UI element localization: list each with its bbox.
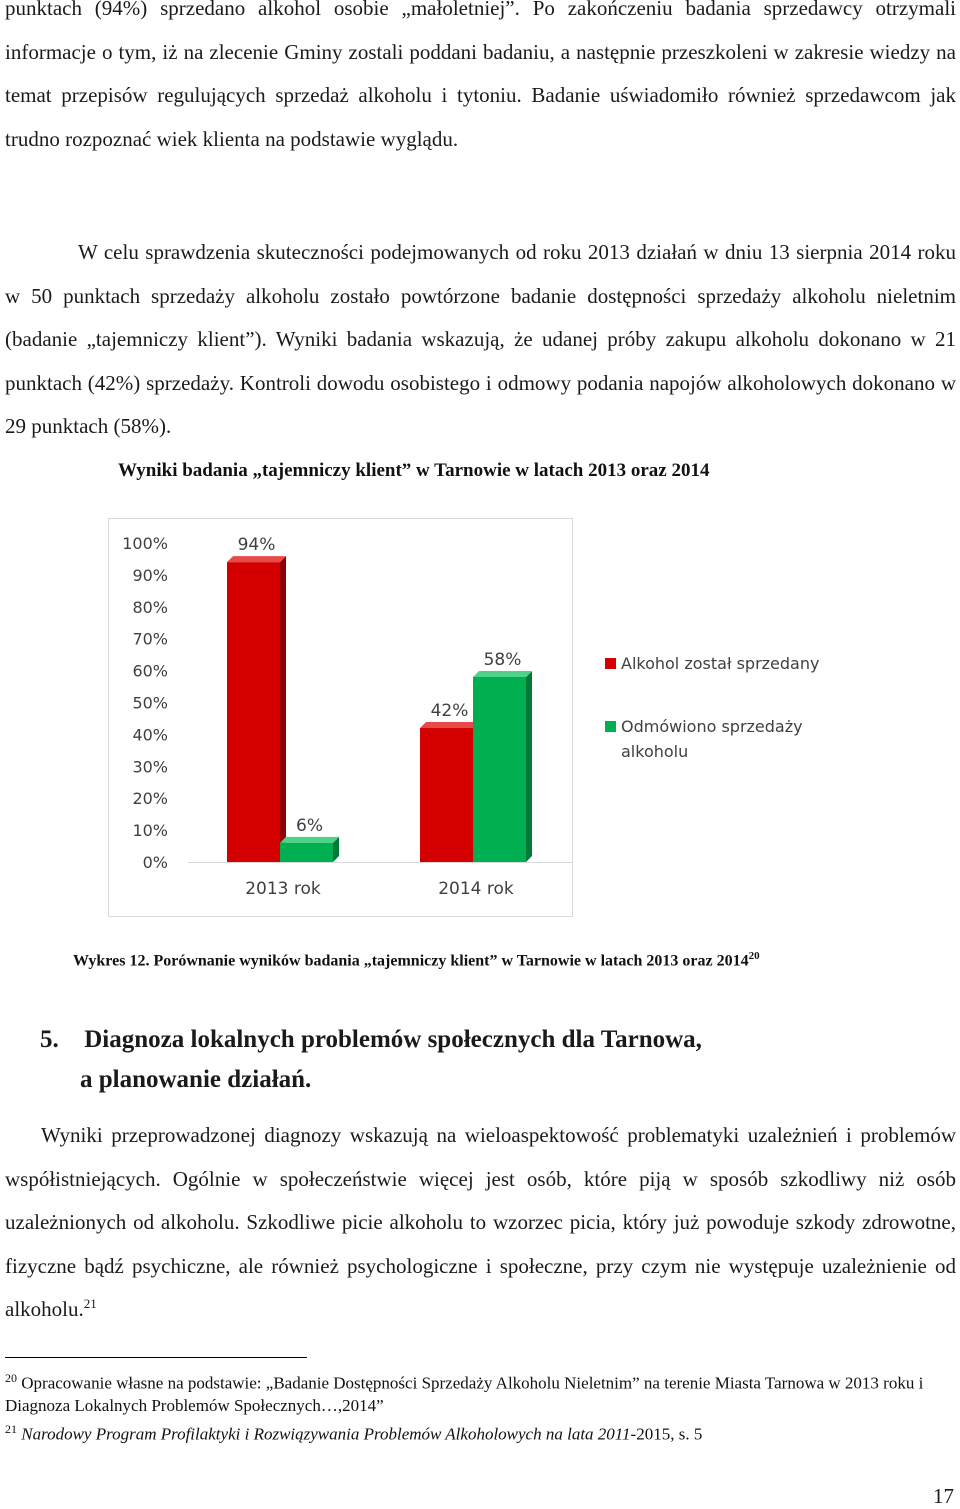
footnote-21-rest: -2015, s. 5 xyxy=(630,1424,703,1444)
bar-side xyxy=(280,556,286,862)
x-category-label: 2014 rok xyxy=(438,879,514,899)
figure-caption xyxy=(73,950,933,970)
data-label: 6% xyxy=(296,815,323,836)
caption-text: Wykres 12. Porównanie wyników badania „tajemniczy klient” w Tarnowie w latach 2013 oraz 2014 xyxy=(73,952,749,970)
bar-refused-1 xyxy=(473,677,526,862)
legend-label: alkoholu xyxy=(621,742,689,761)
y-tick-label: 100% xyxy=(122,534,168,553)
y-tick-label: 80% xyxy=(132,597,168,617)
bar-sold-1 xyxy=(420,728,473,862)
section-heading xyxy=(40,1020,956,1100)
bar-side xyxy=(526,671,532,862)
bar-chart xyxy=(108,518,958,918)
page-number: 17 xyxy=(933,1484,954,1508)
y-tick-label: 30% xyxy=(132,757,168,777)
section-title-line2: a planowanie działań. xyxy=(80,1066,312,1093)
bar-refused-0 xyxy=(280,843,333,862)
footnote-21-title: Narodowy Program Profilaktyki i Rozwiązywania Problemów Alkoholowych na lata 2011 xyxy=(21,1424,631,1444)
y-tick-label: 40% xyxy=(132,725,168,745)
bar-sold-0 xyxy=(227,562,280,862)
bar-top xyxy=(420,722,479,728)
y-tick-label: 0% xyxy=(142,853,168,872)
data-label: 94% xyxy=(237,535,276,556)
paragraph-diagnosis xyxy=(5,1114,956,1332)
legend-swatch xyxy=(605,658,616,669)
footnote-20 xyxy=(5,1367,956,1417)
data-label: 42% xyxy=(430,701,469,722)
y-tick-label: 50% xyxy=(132,693,168,713)
bar-top xyxy=(227,556,286,562)
y-tick-label: 60% xyxy=(132,661,168,681)
y-tick-label: 70% xyxy=(132,629,168,649)
footnote-21-number: 21 xyxy=(5,1422,17,1436)
footnote-separator xyxy=(5,1357,307,1358)
y-tick-label: 10% xyxy=(132,821,168,841)
x-category-label: 2013 rok xyxy=(245,879,321,899)
section-number: 5. xyxy=(40,1026,59,1053)
chart-title: Wyniki badania „tajemniczy klient” w Tarnowie w latach 2013 oraz 2014 xyxy=(118,460,710,481)
caption-footnote-ref: 20 xyxy=(748,950,760,962)
legend-label: Odmówiono sprzedaży xyxy=(621,717,803,736)
y-tick-label: 90% xyxy=(132,565,168,585)
footnote-20-number: 20 xyxy=(5,1371,17,1385)
bar-top xyxy=(473,671,532,677)
legend-label: Alkohol został sprzedany xyxy=(621,654,820,673)
paragraph-diagnosis-text: Wyniki przeprowadzonej diagnozy wskazują na wieloaspektowość problematyki uzależnień i problemów współistniejących. Ogólnie w społeczeństwie więcej jest osób, które piją w sposób szkodliwy niż osób uzależnionych od alkoholu. Szkodliwe picie alkoholu to wzorzec picia, który już powoduje szkody zdrowotne, fizyczne bądź psychiczne, ale również psychologiczne i społeczne, przy czym nie występuje uzależnienie od alkoholu. xyxy=(5,1123,956,1322)
data-label: 58% xyxy=(483,649,522,670)
footnote-ref-21: 21 xyxy=(83,1296,97,1312)
paragraph-survey-2014: W celu sprawdzenia skuteczności podejmowanych od roku 2013 działań w dniu 13 sierpnia 2014 roku w 50 punktach sprzedaży alkoholu zostało powtórzone badanie dostępności sprzedaży alkoholu nieletnim (badanie „tajemniczy klient”). Wyniki badania wskazują, że udanej próby zakupu alkoholu dokonano w 21 punktach (42%) sprzedaży. Kontroli dowodu osobistego i odmowy podania napojów alkoholowych dokonano w 29 punktach (58%). xyxy=(5,240,956,439)
footnote-20-text: Opracowanie własne na podstawie: „Badanie Dostępności Sprzedaży Alkoholu Nieletnim” na terenie Miasta Tarnowa w 2013 roku i Diagnoza Lokalnych Problemów Społecznych…,2014” xyxy=(5,1373,924,1415)
bar-top xyxy=(280,837,339,843)
section-title-line1: Diagnoza lokalnych problemów społecznych dla Tarnowa, xyxy=(84,1026,702,1053)
footnote-21 xyxy=(5,1418,956,1446)
y-tick-label: 20% xyxy=(132,789,168,809)
legend-swatch xyxy=(605,721,616,732)
paragraph-intro: punktach (94%) sprzedano alkohol osobie „małoletniej”. Po zakończeniu badania sprzedawcy otrzymali informacje o tym, iż na zlecenie Gminy zostali poddani badaniu, a następnie przeszkoleni w zakresie wiedzy na temat przepisów regulujących sprzedaż alkoholu i tytoniu. Badanie uświadomiło również sprzedawcom jak trudno rozpoznać wiek klienta na podstawie wyglądu. xyxy=(5,0,956,151)
